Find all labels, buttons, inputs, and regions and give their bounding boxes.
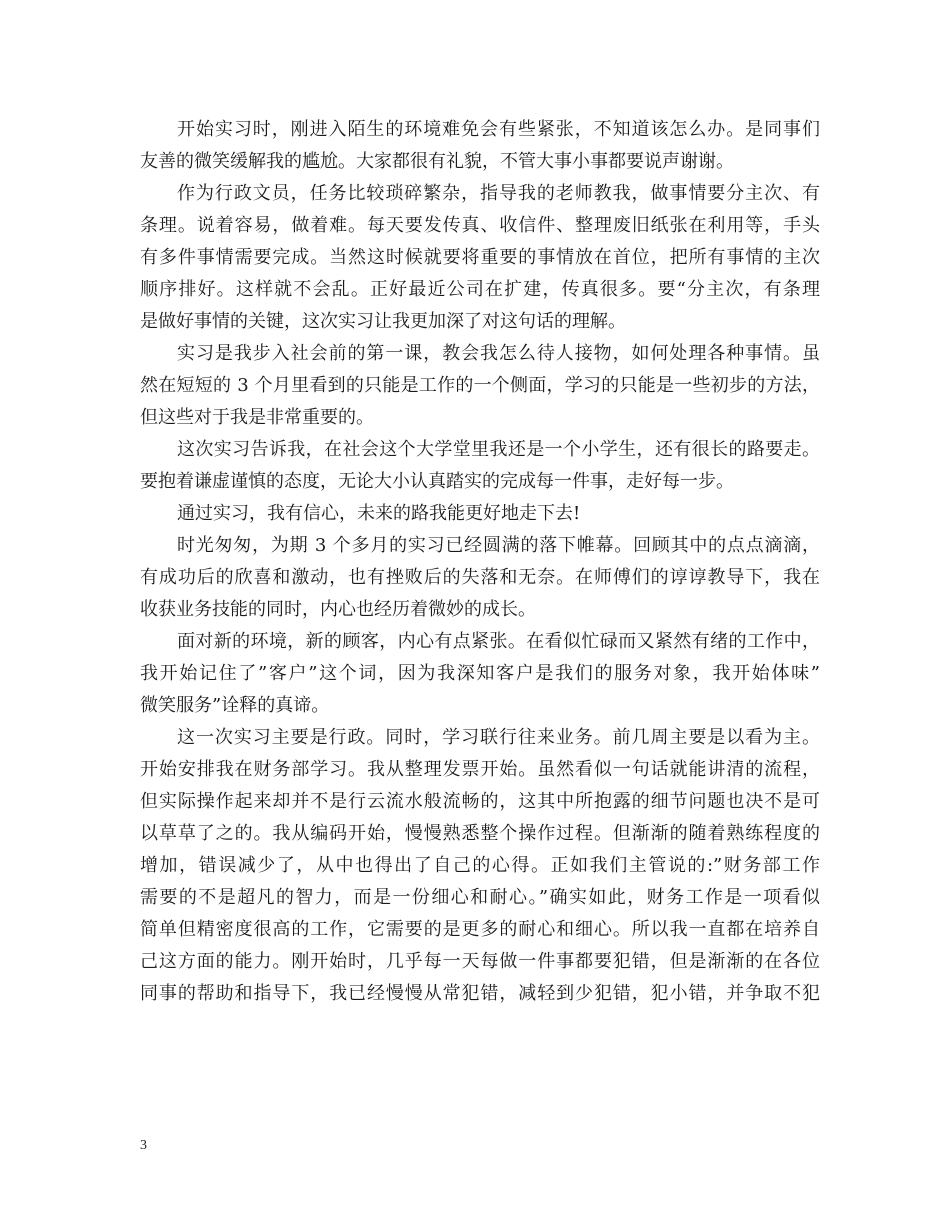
text-line: 条理。说着容易，做着难。每天要发传真、收信件、整理废旧纸张在利用等，手头: [140, 215, 820, 236]
text-line: 实习是我步入社会前的第一课，教会我怎么待人接物，如何处理各种事情。虽: [177, 343, 820, 364]
paragraph: [140, 626, 820, 722]
text-line: 微笑服务”诠释的真谛。: [140, 695, 330, 716]
paragraph: [140, 114, 820, 178]
paragraph: [140, 498, 820, 530]
text-line: 然在短短的 3 个月里看到的只能是工作的一个侧面，学习的只能是一些初步的方法，: [140, 375, 820, 396]
paragraph: [140, 434, 820, 498]
text-line: 收获业务技能的同时，内心也经历着微妙的成长。: [140, 599, 536, 620]
text-line: 开始实习时，刚进入陌生的环境难免会有些紧张，不知道该怎么办。是同事们: [177, 119, 820, 140]
text-line: 但这些对于我是非常重要的。: [140, 407, 374, 428]
text-line: 作为行政文员，任务比较琐碎繁杂，指导我的老师教我，做事情要分主次、有: [177, 183, 820, 204]
text-line: 时光匆匆，为期 3 个多月的实习已经圆满的落下帷幕。回顾其中的点点滴滴，: [177, 535, 820, 556]
text-line: 以草草了之的。我从编码开始，慢慢熟悉整个操作过程。但渐渐的随着熟练程度的: [140, 823, 820, 844]
text-line: 但实际操作起来却并不是行云流水般流畅的，这其中所抱露的细节问题也决不是可: [140, 791, 820, 812]
text-line: 我开始记住了”客户”这个词，因为我深知客户是我们的服务对象，我开始体味”: [140, 663, 820, 684]
text-line: 同事的帮助和指导下，我已经慢慢从常犯错，减轻到少犯错，犯小错，并争取不犯: [140, 983, 820, 1004]
text-line: 这次实习告诉我，在社会这个大学堂里我还是一个小学生，还有很长的路要走。: [177, 439, 820, 460]
paragraph: [140, 338, 820, 434]
text-line: 增加，错误减少了，从中也得出了自己的心得。正如我们主管说的:”财务部工作: [140, 855, 820, 876]
text-line: 简单但精密度很高的工作，它需要的是更多的耐心和细心。所以我一直都在培养自: [140, 919, 820, 940]
text-line: 面对新的环境，新的顾客，内心有点紧张。在看似忙碌而又紧然有绪的工作中，: [177, 631, 820, 652]
text-line: 通过实习，我有信心，未来的路我能更好地走下去!: [177, 503, 581, 524]
text-line: 有成功后的欣喜和激动，也有挫败后的失落和无奈。在师傅们的谆谆教导下，我在: [140, 567, 820, 588]
text-line: 有多件事情需要完成。当然这时候就要将重要的事情放在首位，把所有事情的主次: [140, 247, 820, 268]
text-line: 开始安排我在财务部学习。我从整理发票开始。虽然看似一句话就能讲清的流程，: [140, 759, 820, 780]
paragraph: [140, 178, 820, 338]
text-line: 是做好事情的关键，这次实习让我更加深了对这句话的理解。: [140, 311, 626, 332]
text-line: 这一次实习主要是行政。同时，学习联行往来业务。前几周主要是以看为主。: [177, 727, 820, 748]
body-text: [140, 114, 820, 1010]
text-line: 顺序排好。这样就不会乱。正好最近公司在扩建，传真很多。要“分主次，有条理: [140, 279, 820, 300]
text-line: 要抱着谦虚谨慎的态度，无论大小认真踏实的完成每一件事，走好每一步。: [140, 471, 734, 492]
text-line: 己这方面的能力。刚开始时，几乎每一天每做一件事都要犯错，但是渐渐的在各位: [140, 951, 820, 972]
paragraph: [140, 722, 820, 1010]
paragraph: [140, 530, 820, 626]
text-line: 需要的不是超凡的智力，而是一份细心和耐心。”确实如此，财务工作是一项看似: [140, 887, 820, 908]
text-line: 友善的微笑缓解我的尴尬。大家都很有礼貌，不管大事小事都要说声谢谢。: [140, 151, 734, 172]
page-number: 3: [140, 1138, 147, 1153]
